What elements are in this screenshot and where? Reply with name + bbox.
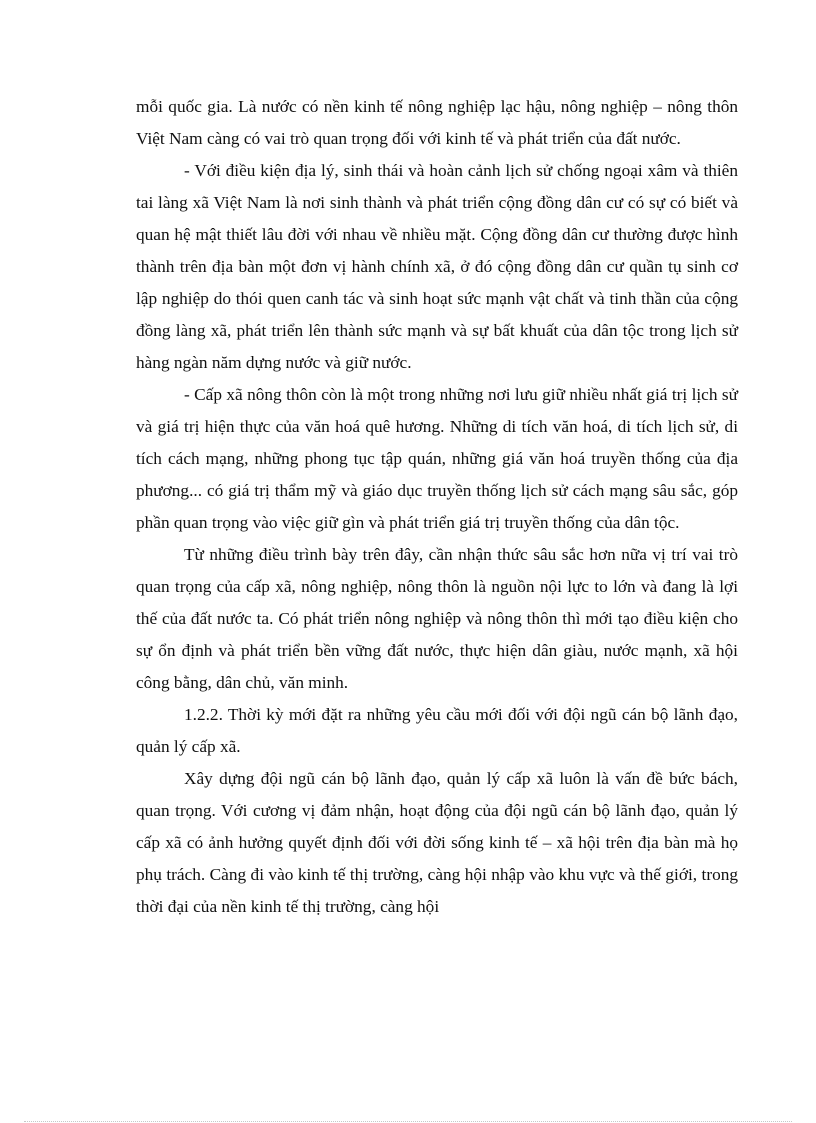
document-page xyxy=(136,91,738,923)
footer-divider xyxy=(24,1121,792,1122)
body-paragraph-cadre: Xây dựng đội ngũ cán bộ lãnh đạo, quản lý cấp xã luôn là vấn đề bức bách, quan trọng. Với cương vị đảm nhận, hoạt động của đội ngũ cán bộ lãnh đạo, quản lý cấp xã có ảnh hưởng quyết định đối với đời sống kinh tế – xã hội trên địa bàn mà họ phụ trách. Càng đi vào kinh tế thị trường, càng hội nhập vào khu vực và thế giới, trong thời đại của nền kinh tế thị trường, càng hội xyxy=(136,769,738,916)
section-heading-1-2-2: 1.2.2. Thời kỳ mới đặt ra những yêu cầu mới đối với đội ngũ cán bộ lãnh đạo, quản lý cấp xã. xyxy=(136,705,738,756)
body-paragraph-geography: - Với điều kiện địa lý, sinh thái và hoàn cảnh lịch sử chống ngoại xâm và thiên tai làng xã Việt Nam là nơi sinh thành và phát triển cộng đồng dân cư có sự có biết và quan hệ mật thiết lâu đời với nhau về nhiều mặt. Cộng đồng dân cư thường được hình thành trên địa bàn một đơn vị hành chính xã, ở đó cộng đồng dân cư quần tụ sinh cơ lập nghiệp do thói quen canh tác và sinh hoạt sức mạnh vật chất và tinh thần của cộng đồng làng xã, phát triển lên thành sức mạnh và sự bất khuất của dân tộc trong lịch sử hàng ngàn năm dựng nước và giữ nước. xyxy=(136,161,738,372)
body-paragraph-conclusion: Từ những điều trình bày trên đây, cần nhận thức sâu sắc hơn nữa vị trí vai trò quan trọng của cấp xã, nông nghiệp, nông thôn là nguồn nội lực to lớn và đang là lợi thế của đất nước ta. Có phát triển nông nghiệp và nông thôn thì mới tạo điều kiện cho sự ổn định và phát triển bền vững đất nước, thực hiện dân giàu, nước mạnh, xã hội công bằng, dân chủ, văn minh. xyxy=(136,545,738,692)
body-paragraph-culture: - Cấp xã nông thôn còn là một trong những nơi lưu giữ nhiều nhất giá trị lịch sử và giá trị hiện thực của văn hoá quê hương. Những di tích văn hoá, di tích lịch sử, di tích cách mạng, những phong tục tập quán, những giá văn hoá truyền thống của địa phương... có giá trị thẩm mỹ và giáo dục truyền thống lịch sử cách mạng sâu sắc, góp phần quan trọng vào việc giữ gìn và phát triển giá trị truyền thống của dân tộc. xyxy=(136,385,738,532)
body-paragraph-continuation: mỗi quốc gia. Là nước có nền kinh tế nông nghiệp lạc hậu, nông nghiệp – nông thôn Việt Nam càng có vai trò quan trọng đối với kinh tế và phát triển của đất nước. xyxy=(136,97,738,148)
